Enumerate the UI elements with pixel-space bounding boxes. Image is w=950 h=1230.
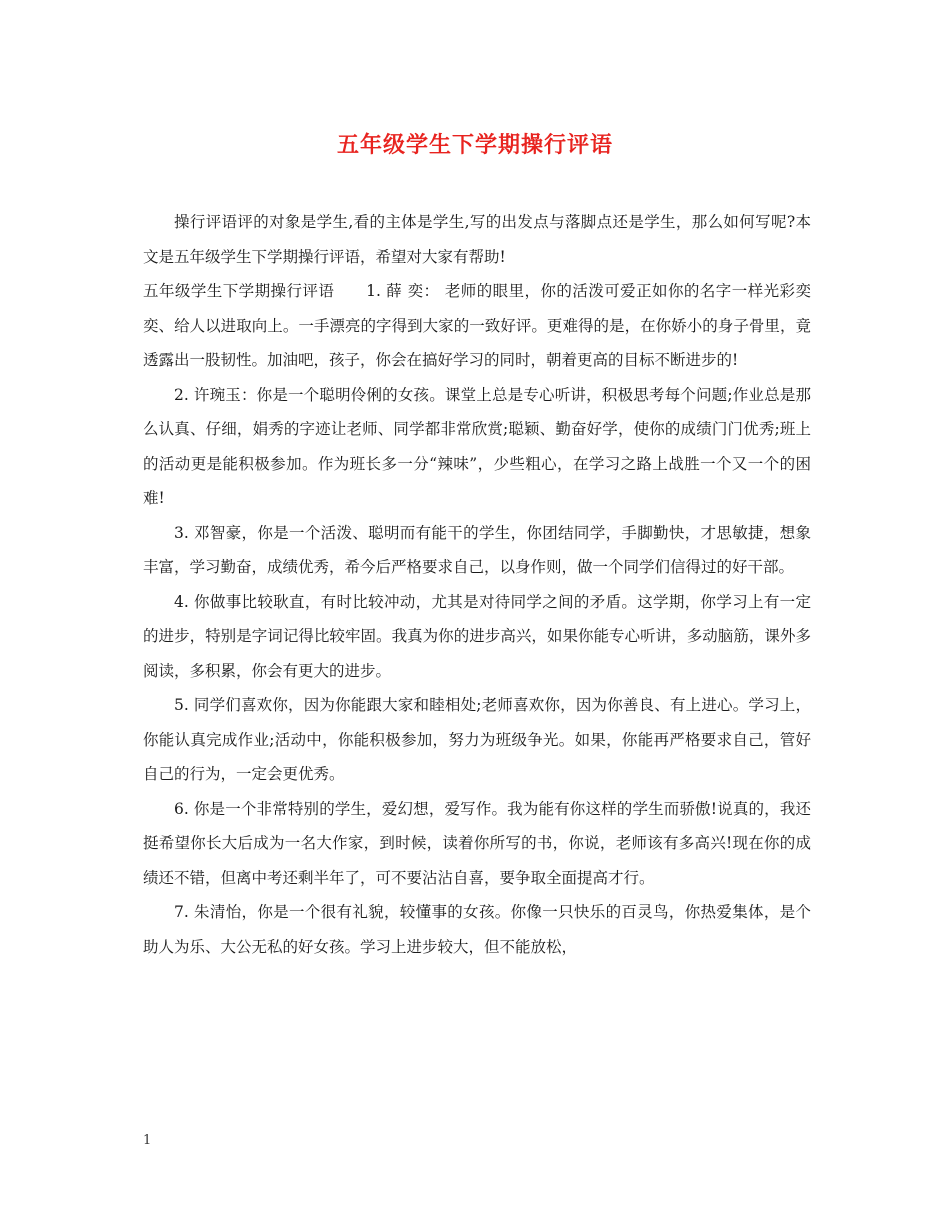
comment-paragraph-4: 4. 你做事比较耿直，有时比较冲动，尤其是对待同学之间的矛盾。这学期，你学习上有一定的进步，特别是字词记得比较牢固。我真为你的进步高兴，如果你能专心听讲，多动脑筋，课外多阅读，多积累，你会有更大的进步。 (143, 592, 811, 680)
document-title: 五年级学生下学期操行评语 (336, 133, 613, 158)
comment-paragraph-3: 3. 邓智豪，你是一个活泼、聪明而有能干的学生，你团结同学，手脚勤快，才思敏捷，想象丰富，学习勤奋，成绩优秀，希今后严格要求自己，以身作则，做一个同学们信得过的好干部。 (143, 523, 811, 576)
document-body (143, 205, 811, 964)
comment-paragraph-6: 6. 你是一个非常特别的学生，爱幻想，爱写作。我为能有你这样的学生而骄傲!说真的，我还挺希望你长大后成为一名大作家，到时候，读着你所写的书，你说，老师该有多高兴!现在你的成绩还不错，但离中考还剩半年了，可不要沾沾自喜，要争取全面提高才行。 (143, 799, 811, 887)
comment-paragraph-2: 2. 许琬玉：你是一个聪明伶俐的女孩。课堂上总是专心听讲，积极思考每个问题;作业总是那么认真、仔细，娟秀的字迹让老师、同学都非常欣赏;聪颖、勤奋好学，使你的成绩门门优秀;班上的活动更是能积极参加。作为班长多一分“辣味”，少些粗心，在学习之路上战胜一个又一个的困难! (143, 385, 811, 507)
comment-paragraph-7: 7. 朱清怡，你是一个很有礼貌，较懂事的女孩。你像一只快乐的百灵鸟，你热爱集体，是个助人为乐、大公无私的好女孩。学习上进步较大，但不能放松， (143, 903, 811, 956)
comment-paragraph-1: 五年级学生下学期操行评语 1. 薛 奕： 老师的眼里，你的活泼可爱正如你的名字一样光彩奕奕、给人以进取向上。一手漂亮的字得到大家的一致好评。更难得的是，在你娇小的身子骨里，竟透露出一股韧性。加油吧，孩子，你会在搞好学习的同时，朝着更高的目标不断进步的! (143, 282, 811, 369)
page-number: 1 (143, 1133, 152, 1148)
comment-paragraph-5: 5. 同学们喜欢你，因为你能跟大家和睦相处;老师喜欢你，因为你善良、有上进心。学习上，你能认真完成作业;活动中，你能积极参加，努力为班级争光。如果，你能再严格要求自己，管好自己的行为，一定会更优秀。 (143, 696, 811, 783)
intro-paragraph: 操行评语评的对象是学生,看的主体是学生,写的出发点与落脚点还是学生，那么如何写呢?本文是五年级学生下学期操行评语，希望对大家有帮助! (143, 213, 811, 266)
